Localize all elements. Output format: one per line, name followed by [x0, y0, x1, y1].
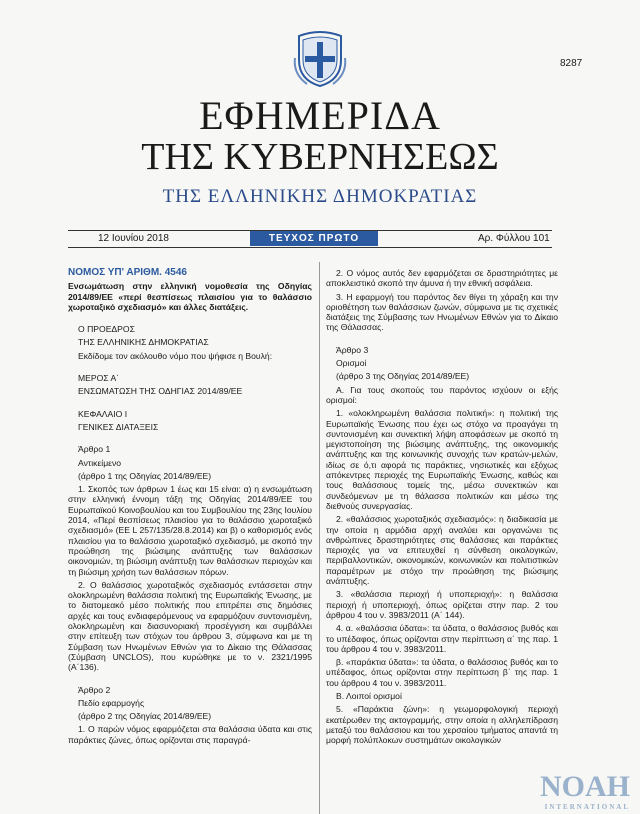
paragraph: Ο ΠΡΟΕΔΡΟΣ: [78, 324, 135, 335]
page-number: 8287: [560, 58, 583, 69]
gazette-title: ΕΦΗΜΕΡΙΔΑ: [199, 93, 441, 138]
spacer: [68, 364, 312, 370]
paragraph: (άρθρο 3 της Οδηγίας 2014/89/ΕΕ): [336, 371, 470, 382]
paragraph: (άρθρο 1 της Οδηγίας 2014/89/ΕΕ): [78, 470, 212, 481]
paragraph: Ενσωμάτωση στην ελληνική νομοθεσία της Οδηγίας 2014/89/ΕΕ «περί θεσπίσεως πλαισίου για το θαλάσσιο χωροταξικό σχεδιασμό» και άλλες διατάξεις.: [68, 281, 312, 312]
paragraph: ΤΗΣ ΕΛΛΗΝΙΚΗΣ ΔΗΜΟΚΡΑΤΙΑΣ: [78, 337, 209, 348]
paragraph: (άρθρο 2 της Οδηγίας 2014/89/ΕΕ): [78, 711, 212, 722]
paragraph: Πεδίο εφαρμογής: [78, 697, 145, 708]
greek-coat-of-arms-icon: [293, 30, 347, 88]
paragraph: ΓΕΝΙΚΕΣ ΔΙΑΤΑΞΕΙΣ: [78, 421, 159, 432]
issue-date: 12 Ιουνίου 2018: [98, 233, 169, 244]
paragraph: 2. Ο νόμος αυτός δεν εφαρμόζεται σε δραστηριότητες με αποκλειστικό σκοπό την άμυνα ή την εθνική ασφάλεια.: [326, 268, 558, 289]
paragraph: ΜΕΡΟΣ Α΄: [78, 373, 120, 384]
gazette-republic: ΤΗΣ ΕΛΛΗΝΙΚΗΣ ΔΗΜΟΚΡΑΤΙΑΣ: [162, 186, 478, 207]
paragraph: 2. «θαλάσσιος χωροταξικός σχεδιασμός»: η διαδικασία με την οποία η αρμόδια αρχή αναλύει και οργανώνει τις ανθρώπινες δραστηριότητες στις θαλάσσιες και παράκτιες περιοχές για να επιτευχθεί η σύνθεση οικολογικών, περιβαλλοντικών, οικονομικών, κοινωνικών και πολιτιστικών παραμέτρων με στόχο την προώθηση της βιώσιμης ανάπτυξης.: [326, 514, 558, 587]
paragraph: Α. Για τους σκοπούς του παρόντος ισχύουν οι εξής ορισμοί:: [326, 384, 558, 405]
paragraph: Αντικείμενο: [78, 457, 122, 468]
spacer: [68, 435, 312, 441]
paragraph: β. «παράκτια ύδατα»: τα ύδατα, ο θαλάσσιος βυθός και το υπέδαφος, όπως ορίζονται στην περίπτωση β΄ της παρ. 1 του άρθρου 4 του ν. 3983/2011.: [326, 657, 558, 688]
sheet-number: Αρ. Φύλλου 101: [478, 233, 550, 244]
paragraph: 1. Σκοπός των άρθρων 1 έως και 15 είναι: α) η ενσωμάτωση στην ελληνική έννομη τάξη της Οδηγίας 2014/89/ΕΕ του Ευρωπαϊκού Κοινοβουλίου και του Συμβουλίου της 23ης Ιουλίου 2014, «Περί θεσπίσεως πλαισίου για το θαλάσσιο χωροταξικό σχεδιασμό» (ΕΕ L 257/135/28.8.2014) και β) ο καθορισμός ενός πλαισίου για το θαλάσσιο χωροταξικό σχεδιασμό, με σκοπό την προώθηση της βιώσιμης ανάπτυξης των θαλάσσιων οικονομιών, τη βιώσιμη ανάπτυξη των θαλάσσιων περιοχών και τη βιώσιμη χρήση των θαλάσσιων πόρων.: [68, 484, 312, 577]
right-column: [326, 268, 558, 748]
paragraph: ΝΟΜΟΣ ΥΠ' ΑΡΙΘΜ. 4546: [68, 267, 187, 278]
column-divider: [319, 262, 320, 814]
gazette-page: 8287 ΕΦΗΜΕΡΙΔΑ ΤΗΣ ΚΥΒΕΡΝΗΣΕΩΣ ΤΗΣ ΕΛΛΗΝΙΚΗΣ ΔΗΜΟΚΡΑΤΙΑΣ 12 Ιουνίου 2018 ΤΕΥΧΟΣ ΠΡΩΤΟ Αρ. Φύλλου 101 ΝΟΜΟΣ ΥΠ' ΑΡΙΘΜ. 4546 Ενσωμάτωση στην ελληνική νομοθεσία της Οδηγίας 2014/89/ΕΕ «περί θεσπίσεως πλαισίου για το θαλάσσιο χωροταξικό σχεδιασμό» και άλλες διατάξεις. Ο ΠΡΟΕΔΡΟΣ ΤΗΣ ΕΛΛΗΝΙΚΗΣ ΔΗΜΟΚΡΑΤΙΑΣ Εκδίδομε τον ακόλουθο νόμο που ψήφισε η Βουλή: ΜΕΡΟΣ Α΄ ΕΝΣΩΜΑΤΩΣΗ ΤΗΣ ΟΔΗΓΙΑΣ 2014/89/ΕΕ ΚΕΦΑΛΑΙΟ Ι ΓΕΝΙΚΕΣ ΔΙΑΤΑΞΕΙΣ Άρθρο 1 Αντικείμενο (άρθρο 1 της Οδηγίας 2014/89/ΕΕ) 1. Σκοπός των άρθρων 1 έως και 15 είναι: α) η ενσωμάτωση στην ελληνική έννομη τάξη της Οδηγίας 2014/89/ΕΕ του Ευρωπαϊκού Κοινοβουλίου και του Συμβουλίου της 23ης Ιουλίου 2014, «Περί θεσπίσεως πλαισίου για το θαλάσσιο χωροταξικό σχεδιασμό» (ΕΕ L 257/135/28.8.2014) και β) ο καθορισμός ενός πλαισίου για το θαλάσσιο χωροταξικό σχεδιασμό, με σκοπό την προώθηση της βιώσιμης ανάπτυξης των θαλάσσιων οικονομιών, τη βιώσιμη ανάπτυξη των θαλάσσιων περιοχών και τη βιώσιμη χρήση των θαλάσσιων πόρων. 2. Ο θαλάσσιος χωροταξικός σχεδιασμός εντάσσεται στην ολοκληρωμένη θαλάσσια πολιτική της Ευρωπαϊκής Ένωσης, με το διατομεακό μέσο πολιτικής που επιτρέπει στις δημόσιες αρχές και τους ενδιαφερόμενους να εφαρμόζουν συντονισμένη, ολοκληρωμένη και διασυνοριακή προσέγγιση και συμβάλλει στην επίτευξη των στόχων του άρθρου 3, σύμφωνα και με τη Σύμβαση των Ηνωμένων Εθνών για το Δίκαιο της Θάλασσας (Σύμβαση UNCLOS), που κυρώθηκε με το ν. 2321/1995 (Α΄136). Άρθρο 2 Πεδίο εφαρμογής (άρθρο 2 της Οδηγίας 2014/89/ΕΕ) 1. Ο παρών νόμος εφαρμόζεται στα θαλάσσια ύδατα και στις παράκτιες ζώνες, όπως ορίζονται στις παραγρά- 2. Ο νόμος αυτός δεν εφαρμόζεται σε δραστηριότητες με αποκλειστικό σκοπό την άμυνα ή την εθνική ασφάλεια. 3. Η εφαρμογή του παρόντος δεν θίγει τη χάραξη και την οριοθέτηση των θαλάσσιων ζωνών, σύμφωνα με τις σχετικές διατάξεις της Σύμβασης των Ηνωμένων Εθνών για το Δίκαιο της Θάλασσας. Άρθρο 3 Ορισμοί (άρθρο 3 της Οδηγίας 2014/89/ΕΕ) Α. Για τους σκοπούς του παρόντος ισχύουν οι εξής ορισμοί: 1. «ολοκληρωμένη θαλάσσια πολιτική»: η πολιτική της Ευρωπαϊκής Ένωσης που έχει ως στόχο να προαγάγει τη συντονισμένη και συνεκτική λήψη αποφάσεων με σκοπό τη μεγιστοποίηση της βιώσιμης ανάπτυξης, της οικονομικής ανάπτυξης και της κοινωνικής συνοχής των κρατών-μελών, ιδίως σε ό,τι αφορά τις παράκτιες, νησιωτικές και εξόχως απόκεντρες περιοχές της Ευρωπαϊκής Ένωσης, καθώς και τους θαλάσσιους τομείς της, μέσω συνεκτικών και συνδεόμενων με τη θάλασσα πολιτικών και μέσω της διεθνούς συνεργασίας. 2. «θαλάσσιος χωροταξικός σχεδιασμός»: η διαδικασία με την οποία η αρμόδια αρχή αναλύει και οργανώνει τις ανθρώπινες δραστηριότητες στις θαλάσσιες και παράκτιες περιοχές για να επιτευχθεί η σύνθεση οικολογικών, περιβαλλοντικών, οικονομικών, κοινωνικών και πολιτιστικών παραμέτρων με στόχο την προώθηση της βιώσιμης ανάπτυξης. 3. «θαλάσσια περιοχή ή υποπεριοχή»: η θαλάσσια περιοχή ή υποπεριοχή, όπως ορίζεται στην παρ. 2 του άρθρου 4 του ν. 3983/2011 (Α΄ 144). 4. α. «θαλάσσια ύδατα»: τα ύδατα, ο θαλάσσιος βυθός και το υπέδαφος, όπως ορίζονται στην περίπτωση α΄ της παρ. 1 του άρθρου 4 του ν. 3983/2011. β. «παράκτια ύδατα»: τα ύδατα, ο θαλάσσιος βυθός και το υπέδαφος, όπως ορίζονται στην περίπτωση β΄ της παρ. 1 του άρθρου 4 του ν. 3983/2011. Β. Λοιποί ορισμοί 5. «Παράκτια ζώνη»: η γεωμορφολογική περιοχή εκατέρωθεν της ακτογραμμής, στην οποία η αλληλεπίδραση μεταξύ του θαλάσσιου και του χερσαίου τμήματος απαντά τη μορφή πολύπλοκων συστημάτων οικολογικών NOAH INTERNATIONAL: [0, 0, 640, 814]
paragraph: 1. «ολοκληρωμένη θαλάσσια πολιτική»: η πολιτική της Ευρωπαϊκής Ένωσης που έχει ως στόχο να προαγάγει τη συντονισμένη και συνεκτική λήψη αποφάσεων με σκοπό τη μεγιστοποίηση της βιώσιμης ανάπτυξης, της οικονομικής ανάπτυξης και της κοινωνικής συνοχής των κρατών-μελών, ιδίως σε ό,τι αφορά τις παράκτιες, νησιωτικές και εξόχως απόκεντρες περιοχές της Ευρωπαϊκής Ένωσης, καθώς και τους θαλάσσιους τομείς της, μέσω συνεκτικών και συνδεόμενων με τη θάλασσα πολιτικών και μέσω της διεθνούς συνεργασίας.: [326, 408, 558, 511]
spacer: [68, 315, 312, 321]
paragraph: Β. Λοιποί ορισμοί: [336, 690, 402, 701]
paragraph: 1. Ο παρών νόμος εφαρμόζεται στα θαλάσσια ύδατα και στις παράκτιες ζώνες, όπως ορίζονται στις παραγρά-: [68, 724, 312, 745]
left-column: [68, 268, 312, 748]
paragraph: Εκδίδομε τον ακόλουθο νόμο που ψήφισε η Βουλή:: [78, 350, 273, 361]
spacer: [68, 676, 312, 682]
header-divider-bottom: [68, 247, 552, 248]
paragraph: 4. α. «θαλάσσια ύδατα»: τα ύδατα, ο θαλάσσιος βυθός και το υπέδαφος, όπως ορίζονται στην περίπτωση α΄ της παρ. 1 του άρθρου 4 του ν. 3983/2011.: [326, 623, 558, 654]
paragraph: Άρθρο 1: [78, 444, 111, 455]
issue-badge: ΤΕΥΧΟΣ ΠΡΩΤΟ: [250, 231, 378, 246]
paragraph: ΕΝΣΩΜΑΤΩΣΗ ΤΗΣ ΟΔΗΓΙΑΣ 2014/89/ΕΕ: [78, 386, 243, 397]
paragraph: 2. Ο θαλάσσιος χωροταξικός σχεδιασμός εντάσσεται στην ολοκληρωμένη θαλάσσια πολιτική της Ευρωπαϊκής Ένωσης, με το διατομεακό μέσο πολιτικής που επιτρέπει στις δημόσιες αρχές και τους ενδιαφερόμενους να εφαρμόζουν συντονισμένη, ολοκληρωμένη και διασυνοριακή προσέγγιση και συμβάλλει στην επίτευξη των στόχων του άρθρου 3, σύμφωνα και με τη Σύμβαση των Ηνωμένων Εθνών για το Δίκαιο της Θάλασσας (Σύμβαση UNCLOS), που κυρώθηκε με το ν. 2321/1995 (Α΄136).: [68, 579, 312, 673]
paragraph: Άρθρο 2: [78, 684, 111, 695]
spacer: [326, 336, 558, 342]
paragraph: ΚΕΦΑΛΑΙΟ Ι: [78, 408, 128, 419]
paragraph: 3. Η εφαρμογή του παρόντος δεν θίγει τη χάραξη και την οριοθέτηση των θαλάσσιων ζωνών, σύμφωνα με τις σχετικές διατάξεις της Σύμβασης των Ηνωμένων Εθνών για το Δίκαιο της Θάλασσας.: [326, 291, 558, 333]
gazette-subtitle: ΤΗΣ ΚΥΒΕΡΝΗΣΕΩΣ: [141, 136, 499, 178]
paragraph: 5. «Παράκτια ζώνη»: η γεωμορφολογική περιοχή εκατέρωθεν της ακτογραμμής, στην οποία η αλληλεπίδραση μεταξύ του θαλάσσιου και του χερσαίου τμήματος απαντά τη μορφή πολύπλοκων συστημάτων οικολογικών: [326, 704, 558, 746]
spacer: [68, 400, 312, 406]
paragraph: 3. «θαλάσσια περιοχή ή υποπεριοχή»: η θαλάσσια περιοχή ή υποπεριοχή, όπως ορίζεται στην παρ. 2 του άρθρου 4 του ν. 3983/2011 (Α΄ 144).: [326, 589, 558, 620]
paragraph: Άρθρο 3: [336, 344, 369, 355]
paragraph: Ορισμοί: [336, 358, 367, 369]
